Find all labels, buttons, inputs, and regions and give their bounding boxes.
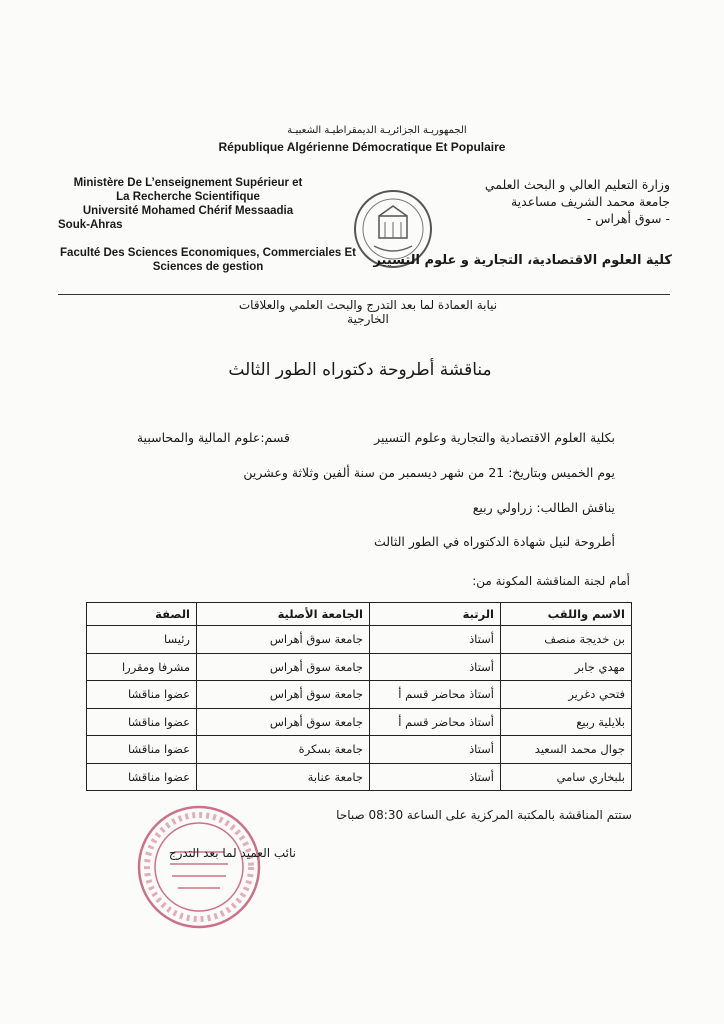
thesis-description: أطروحة لنيل شهادة الدكتوراه في الطور الثالث (373, 534, 615, 549)
page-title: مناقشة أطروحة دكتوراه الطور الثالث (228, 360, 492, 380)
cell-name: بلايلية ربيع (501, 708, 632, 736)
university-line: Université Mohamed Chérif Messaadia (82, 205, 294, 217)
ministry-line: وزارة التعليم العالي و البحث العلمي (484, 177, 670, 192)
cell-role: عضوا مناقشا (87, 736, 197, 764)
committee-intro: أمام لجنة المناقشة المكونة من: (472, 574, 630, 588)
cell-university: جامعة سوق أهراس (197, 708, 370, 736)
cell-name: مهدي جابر (501, 653, 632, 681)
column-header-rank: الرتبة (370, 603, 501, 626)
faculty-statement: بكلية العلوم الاقتصادية والتجارية وعلوم التسيير (374, 430, 615, 445)
cell-role: عضوا مناقشا (87, 708, 197, 736)
faculty-line: Sciences de gestion (152, 261, 264, 273)
jury-table (86, 602, 632, 791)
ministry-line: Ministère De L’enseignement Supérieur et (73, 177, 303, 189)
header-divider (58, 294, 670, 295)
table-row (87, 681, 632, 709)
table-row (87, 708, 632, 736)
cell-university: جامعة بسكرة (197, 736, 370, 764)
faculty-name-arabic: كلية العلوم الاقتصادية، التجارية و علوم التسيير (373, 253, 672, 268)
table-row (87, 653, 632, 681)
faculty-line: Faculté Des Sciences Economiques, Commerciales Et (60, 247, 356, 259)
ministry-block-arabic (440, 176, 670, 227)
schedule-statement: ستتم المناقشة بالمكتبة المركزية على الساعة 08:30 صباحا (336, 808, 632, 822)
cell-rank: أستاذ محاضر قسم أ (370, 708, 501, 736)
cell-university: جامعة سوق أهراس (197, 626, 370, 654)
cell-name: جوال محمد السعيد (501, 736, 632, 764)
defense-date: يوم الخميس وبتاريخ: 21 من شهر ديسمبر من سنة ألفين وثلاثة وعشرين (243, 465, 615, 480)
student-name: يناقش الطالب: زراولي ربيع (472, 500, 615, 515)
city-line: Souk-Ahras (58, 219, 123, 231)
city-line: - سوق أهراس - (586, 211, 670, 226)
republic-name-french: République Algérienne Démocratique Et Populaire (218, 140, 506, 154)
cell-rank: أستاذ (370, 763, 501, 791)
cell-rank: أستاذ محاضر قسم أ (370, 681, 501, 709)
university-line: جامعة محمد الشريف مساعدية (510, 194, 670, 209)
cell-name: فتحي دغرير (501, 681, 632, 709)
cell-university: جامعة سوق أهراس (197, 681, 370, 709)
official-round-stamp-icon (134, 800, 264, 935)
table-header-row (87, 603, 632, 626)
ministry-line: La Recherche Scientifique (116, 191, 260, 203)
vice-deanship-title: نيابة العمادة لما بعد التدرج والبحث العلمي والعلاقات الخارجية (238, 298, 498, 326)
faculty-name-french (58, 246, 358, 274)
cell-name: بن خديجة منصف (501, 626, 632, 654)
cell-role: عضوا مناقشا (87, 681, 197, 709)
cell-rank: أستاذ (370, 653, 501, 681)
ministry-block-french (58, 176, 318, 232)
cell-name: بلبخاري سامي (501, 763, 632, 791)
cell-university: جامعة عنابة (197, 763, 370, 791)
cell-role: مشرفا ومقررا (87, 653, 197, 681)
cell-role: عضوا مناقشا (87, 763, 197, 791)
cell-rank: أستاذ (370, 736, 501, 764)
table-row (87, 763, 632, 791)
column-header-role: الصفة (87, 603, 197, 626)
cell-rank: أستاذ (370, 626, 501, 654)
cell-university: جامعة سوق أهراس (197, 653, 370, 681)
republic-name-arabic: الجمهوريـة الجزائريـة الديمقراطيـة الشعبيـة (287, 125, 467, 136)
cell-role: رئيسا (87, 626, 197, 654)
table-row (87, 736, 632, 764)
column-header-name: الاسم واللقب (501, 603, 632, 626)
department-label: قسم:علوم المالية والمحاسبية (136, 430, 290, 445)
table-row (87, 626, 632, 654)
signature-title: نائب العميد لما بعد التدرج (168, 846, 296, 860)
column-header-university: الجامعة الأصلية (197, 603, 370, 626)
